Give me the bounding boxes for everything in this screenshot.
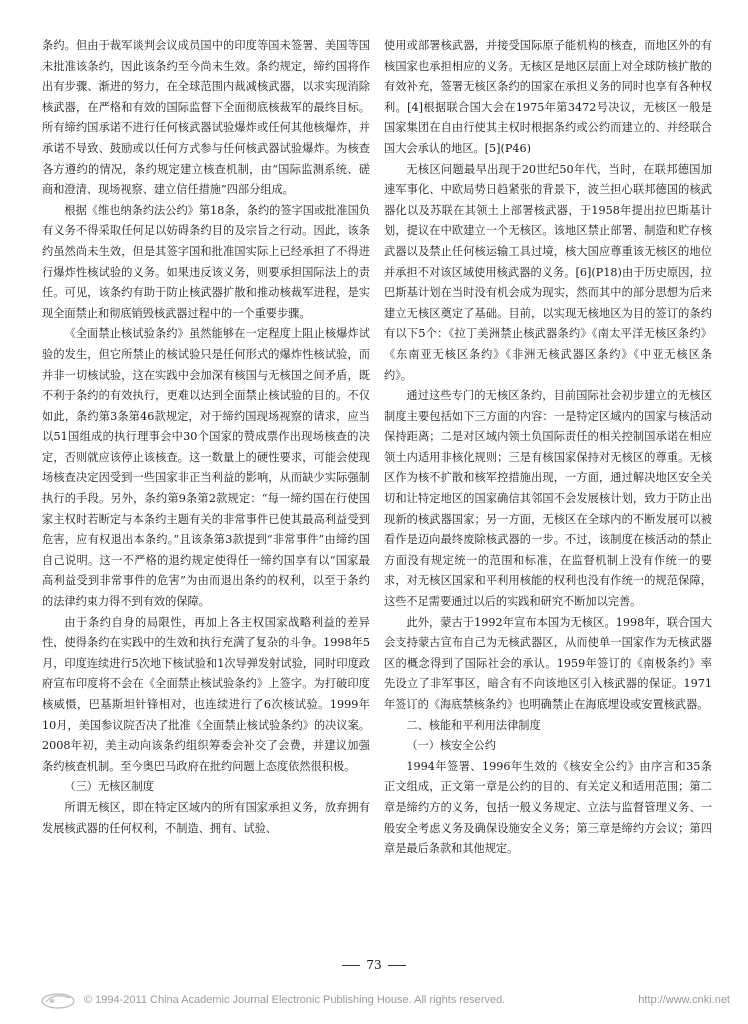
cnki-logo-icon [40, 990, 76, 1010]
paragraph: 根据《维也纳条约法公约》第18条，条约的签字国或批准国负有义务不得采取任何足以妨碍条约目的及宗旨之行动。因此，该条约虽然尚未生效，但是其签字国和批准国实际上已经承担了不得进行爆炸性核试验的义务。如果违反该义务，则要承担国际法上的责任。可见，该条约有助于防止核武器扩散和推动核裁军进程，是实现全面禁止和彻底销毁核武器过程中的一个重要步骤。 [42, 203, 370, 320]
left-column [42, 36, 370, 839]
footer [40, 990, 730, 1012]
paragraph: 通过这些专门的无核区条约，目前国际社会初步建立的无核区制度主要包括如下三方面的内容：一是特定区域内的国家与核活动保持距离；二是对区域内领土负国际责任的相关控制国承诺在相应领土内适用非核化规则；三是有核国家保持对无核区的尊重。无核区作为核不扩散和核军控措施出现，一方面，通过解决地区安全关切和让特定地区的国家确信其邻国不会发展核计划，致力于防止出现新的核武器国家；另一方面，无核区在全球内的不断发展可以被看作是迈向最终废除核武器的一步。不过，该制度在核活动的禁止方面没有规定统一的范围和标准，在监督机制上没有作统一的要求，对无核区国家和平利用核能的权利也没有作统一的规范保障，这些不足需要通过以后的实践和研究不断加以完善。 [384, 389, 712, 609]
section-heading: （一）核安全公约 [406, 739, 496, 753]
footer-url: http://www.cnki.net [638, 994, 730, 1006]
right-column [384, 36, 712, 860]
page-number-text: 73 [366, 958, 382, 972]
page-number [0, 958, 748, 972]
paragraph: 此外，蒙古于1992年宣布本国为无核区。1998年，联合国大会支持蒙古宣布自己为无核武器区，从而使单一国家作为无核武器区的概念得到了国际社会的承认。1959年签订的《南极条约》率先设立了非军事区，暗含有不向该地区引入核武器的保证。1971年签订的《海底禁核条约》也明确禁止在海底埋设或安置核武器。 [384, 615, 712, 711]
section-heading: 二、核能和平利用法律制度 [406, 718, 541, 732]
paragraph: 无核区问题最早出现于20世纪50年代，当时，在联邦德国加速军事化、中欧局势日趋紧张的背景下，波兰担心联邦德国的核武器化以及苏联在其领土上部署核武器，于1958年提出拉巴斯基计划，提议在中欧建立一个无核区。该地区禁止部署、制造和贮存核武器以及禁止任何核运输工具过境，核大国应尊重该无核区的地位并承担不对该区域使用核武器的义务。[6](P18)由于历史原因，拉巴斯基计划在当时没有机会成为现实，然而其中的部分思想为后来建立无核区奠定了基础。目前，以实现无核地区为目的签订的条约有以下5个：《拉丁美洲禁止核武器条约》《南太平洋无核区条约》《东南亚无核区条约》《非洲无核武器区条约》《中亚无核区条约》。 [384, 162, 712, 382]
paragraph: 条约。但由于裁军谈判会议成员国中的印度等国未签署、美国等国未批准该条约，因此该条约至今尚未生效。条约规定，缔约国将作出有步骤、渐进的努力，在全球范围内裁减核武器，以求实现消除核武器，在严格和有效的国际监督下全面彻底核裁军的最终目标。所有缔约国承诺不进行任何核武器试验爆炸或任何其他核爆炸，并承诺不导致、鼓励或以任何方式参与任何核武器试验爆炸。为核查各方遵约的情况，条约规定建立核查机制，由“国际监测系统、磋商和澄清、现场视察、建立信任措施”四部分组成。 [42, 39, 370, 197]
paragraph: 《全面禁止核试验条约》虽然能够在一定程度上阻止核爆炸试验的发生，但它所禁止的核试验只是任何形式的爆炸性核试验，而并非一切核试验，这在实践中会加深有核国与无核国之间矛盾，既不利于条约的有效执行，更难以达到全面禁止核试验的目的。不仅如此，条约第3条第46款规定，对于缔约国现场视察的请求，应当以51国组成的执行理事会中30个国家的赞成票作出现场核查的决定，否则就应该停止该核查。这一数量上的硬性要求，可能会使现场核查决定因受到一些国家非正当利益的影响，从而缺少实际强制执行的手段。另外，条约第9条第2款规定：“每一缔约国在行使国家主权时若断定与本条约主题有关的非常事件已使其最高利益受到危害，应有权退出本条约。”且该条第3款提到“非常事件”由缔约国自己说明。这一不严格的退约规定使得任一缔约国享有以“国家最高利益受到非常事件的危害”为由而退出条约的权利，以至于条约的法律约束力得不到有效的保障。 [42, 327, 370, 609]
copyright-text: © 1994-2011 China Academic Journal Electronic Publishing House. All rights reserved. [84, 994, 506, 1006]
page-number-dash-right [388, 965, 406, 966]
paragraph: 所谓无核区，即在特定区域内的所有国家承担义务，放弃拥有发展核武器的任何权利，不制造、拥有、试验、 [42, 800, 370, 835]
section-heading: （三）无核区制度 [64, 780, 154, 794]
paragraph: 由于条约自身的局限性，再加上各主权国家战略利益的差异性，使得条约在实践中的生效和执行充满了复杂的斗争。1998年5月，印度连续进行5次地下核试验和1次导弹发射试验，同时印度政府宣布印度将不会在《全面禁止核试验条约》上签字。为打破印度核威慑，巴基斯坦针锋相对，也连续进行了6次核试验。1999年10月，美国参议院否决了批准《全面禁止核试验条约》的决议案。2008年初，美主动向该条约组织筹委会补交了会费，并建议加强条约核查机制。至今奥巴马政府在批约问题上态度依然很积极。 [42, 615, 370, 773]
paragraph: 使用或部署核武器，并接受国际原子能机构的核查，而地区外的有核国家也承担相应的义务。无核区是地区层面上对全球防核扩散的有效补充，签署无核区条约的国家在承担义务的同时也享有各种权利。[4]根据联合国大会在1975年第3472号决议，无核区一般是国家集团在自由行使其主权时根据条约或公约而建立的、并经联合国大会承认的地区。[5](P46) [384, 39, 712, 155]
page-number-dash-left [342, 965, 360, 966]
paragraph: 1994年签署、1996年生效的《核安全公约》由序言和35条正文组成，正文第一章是公约的目的、有关定义和适用范围；第二章是缔约方的义务，包括一般义务规定、立法与监督管理义务、一般安全考虑义务及确保设施安全义务；第三章是缔约方会议；第四章是最后条款和其他规定。 [384, 759, 712, 856]
